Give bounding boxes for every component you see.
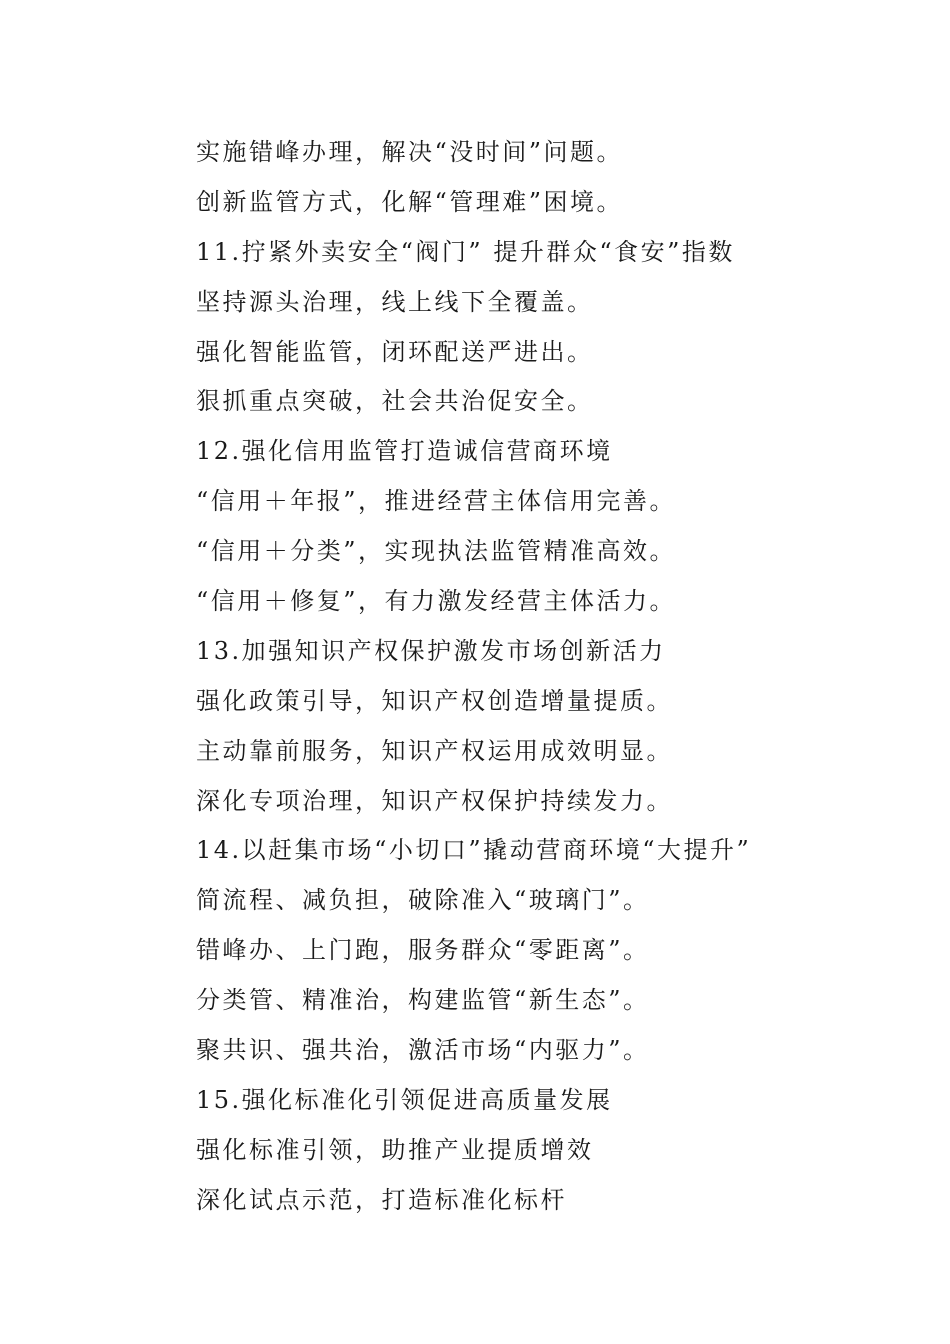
text-line: “信用＋分类”，实现执法监管精准高效。: [196, 537, 677, 566]
text-line: 深化专项治理，知识产权保护持续发力。: [196, 786, 673, 815]
text-line: 错峰办、上门跑，服务群众“零距离”。: [196, 936, 650, 965]
text-line: 坚持源头治理，线上线下全覆盖。: [196, 287, 594, 316]
text-line: 简流程、减负担，破除准入“玻璃门”。: [196, 886, 650, 915]
section-heading: 12.强化信用监管打造诚信营商环境: [196, 437, 613, 466]
text-line: “信用＋修复”，有力激发经营主体活力。: [196, 587, 677, 616]
text-line: 强化政策引导，知识产权创造增量提质。: [196, 686, 673, 715]
text-lines: [196, 128, 836, 1226]
text-line: 深化试点示范，打造标准化标杆: [196, 1185, 567, 1214]
text-line: 实施错峰办理，解决“没时间”问题。: [196, 138, 624, 166]
text-line: 强化标准引领，助推产业提质增效: [196, 1135, 594, 1164]
section-heading: 15.强化标准化引领促进高质量发展: [196, 1085, 613, 1114]
text-line: 创新监管方式，化解“管理难”困境。: [196, 187, 624, 216]
text-line: “信用＋年报”，推进经营主体信用完善。: [196, 487, 677, 516]
text-line: 狠抓重点突破，社会共治促安全。: [196, 387, 594, 416]
text-line: 强化智能监管，闭环配送严进出。: [196, 337, 594, 366]
section-heading: 13.加强知识产权保护激发市场创新活力: [196, 636, 666, 665]
text-line: 主动靠前服务，知识产权运用成效明显。: [196, 736, 673, 765]
text-line: 聚共识、强共治，激活市场“内驱力”。: [196, 1036, 650, 1065]
section-heading: 14.以赶集市场“小切口”撬动营商环境“大提升”: [196, 836, 752, 865]
text-line: 分类管、精准治，构建监管“新生态”。: [196, 986, 650, 1015]
section-heading: 11.拧紧外卖安全“阀门” 提升群众“食安”指数: [196, 237, 735, 266]
